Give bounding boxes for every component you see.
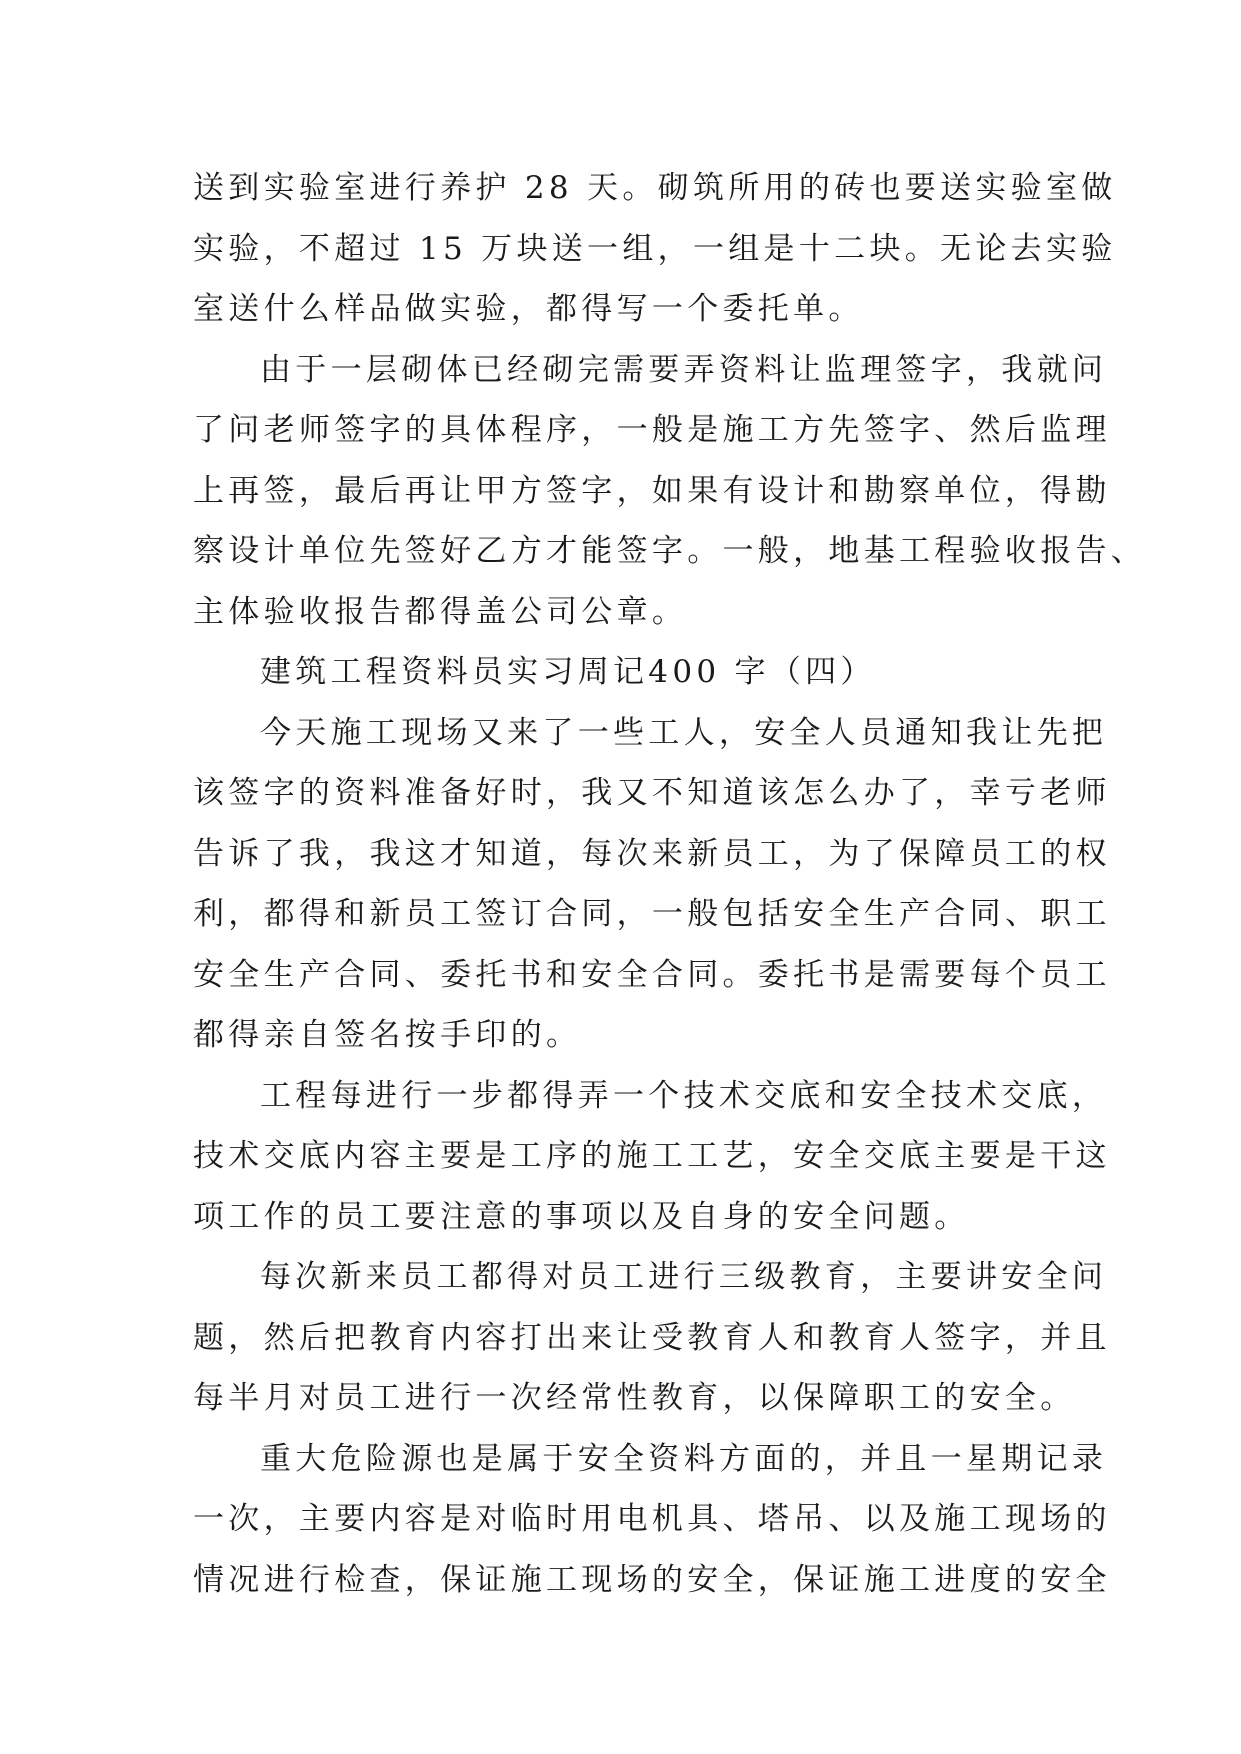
- text-line: 每次新来员工都得对员工进行三级教育，主要讲安全问: [260, 1259, 1108, 1295]
- text-line: 该签字的资料准备好时，我又不知道该怎么办了，幸亏老师: [193, 775, 1111, 811]
- text-line: 室送什么样品做实验，都得写一个委托单。: [193, 291, 864, 327]
- text-line: 今天施工现场又来了一些工人，安全人员通知我让先把: [260, 714, 1108, 751]
- text-line: 重大危险源也是属于安全资料方面的，并且一星期记录: [260, 1440, 1108, 1477]
- text-line: 安全生产合同、委托书和安全合同。委托书是需要每个员工: [193, 956, 1111, 993]
- text-line: 每半月对员工进行一次经常性教育，以保障职工的安全。: [193, 1380, 1076, 1416]
- text-line: 一次，主要内容是对临时用电机具、塔吊、以及施工现场的: [193, 1501, 1111, 1537]
- text-line: 察设计单位先签好乙方才能签字。一般，地基工程验收报告、: [193, 533, 1147, 569]
- text-line: 都得亲自签名按手印的。: [193, 1017, 582, 1053]
- text-line: 告诉了我，我这才知道，每次来新员工，为了保障员工的权: [193, 835, 1111, 872]
- text-line: 由于一层砌体已经砌完需要弄资料让监理签字，我就问: [260, 351, 1108, 388]
- text-line: 建筑工程资料员实习周记400 字（四）: [260, 654, 876, 690]
- text-line: 上再签，最后再让甲方签字，如果有设计和勘察单位，得勘: [193, 472, 1111, 509]
- text-line: 情况进行检查，保证施工现场的安全，保证施工进度的安全: [193, 1561, 1111, 1598]
- text-line: 主体验收报告都得盖公司公章。: [193, 593, 688, 630]
- text-line: 利，都得和新员工签订合同，一般包括安全生产合同、职工: [193, 896, 1111, 932]
- text-line: 送到实验室进行养护 28 天。砌筑所用的砖也要送实验室做: [193, 170, 1117, 206]
- text-line: 项工作的员工要注意的事项以及自身的安全问题。: [193, 1198, 970, 1235]
- text-line: 题，然后把教育内容打出来让受教育人和教育人签字，并且: [193, 1319, 1111, 1356]
- text-line: 技术交底内容主要是工序的施工工艺，安全交底主要是干这: [193, 1138, 1111, 1174]
- text-line: 实验，不超过 15 万块送一组，一组是十二块。无论去实验: [193, 230, 1117, 267]
- text-line: 了问老师签字的具体程序，一般是施工方先签字、然后监理: [193, 412, 1111, 448]
- document-body: [193, 158, 1147, 1610]
- text-line: 工程每进行一步都得弄一个技术交底和安全技术交底，: [260, 1077, 1108, 1114]
